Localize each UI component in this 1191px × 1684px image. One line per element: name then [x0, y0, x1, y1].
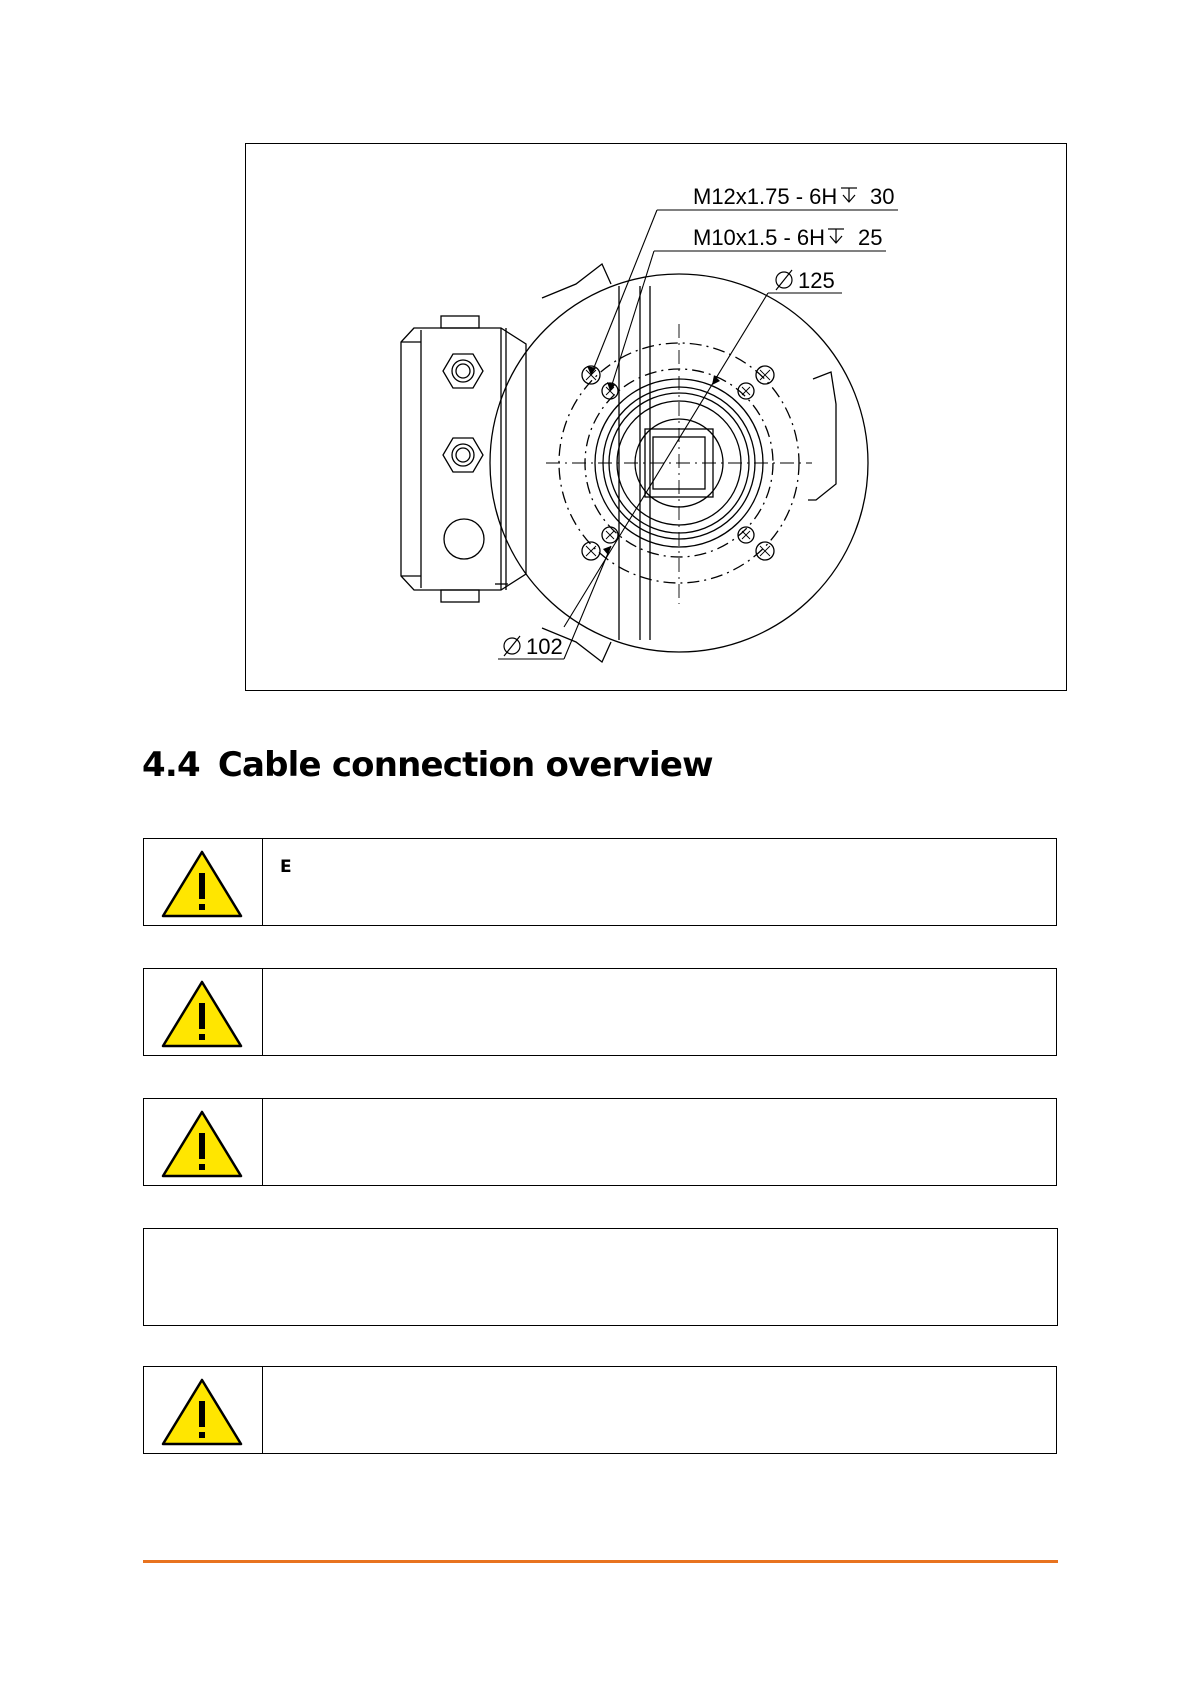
technical-drawing — [245, 143, 1067, 691]
warning-icon — [160, 1377, 244, 1447]
footer-rule — [143, 1560, 1058, 1563]
depth-symbol-icon — [841, 188, 857, 202]
thread-callout-m10: M10x1.5 - 6H — [693, 225, 826, 250]
mounting-flange-drawing — [246, 144, 1068, 692]
info-box — [143, 1228, 1058, 1326]
diameter-102-label: 102 — [526, 634, 563, 659]
dimension-leaders — [498, 210, 898, 659]
warning-icon — [160, 979, 244, 1049]
flange-rings — [546, 324, 812, 604]
warning-icon-cell — [144, 1099, 263, 1185]
section-number: 4.4 — [142, 745, 200, 785]
section-title: Cable connection overview — [217, 745, 713, 785]
diameter-symbol-icon — [776, 270, 792, 290]
warning-icon-cell — [144, 839, 263, 925]
thread-depth-30: 30 — [870, 184, 895, 209]
diameter-symbol-icon — [504, 636, 520, 656]
depth-symbol-icon — [828, 229, 844, 243]
warning-notice-1 — [143, 838, 1057, 926]
thread-depth-25: 25 — [858, 225, 883, 250]
diameter-125-label: 125 — [798, 268, 835, 293]
warning-icon — [160, 1109, 244, 1179]
section-heading — [142, 745, 713, 785]
warning-notice-3 — [143, 1098, 1057, 1186]
warning-notice-2 — [143, 968, 1057, 1056]
terminal-box — [401, 316, 526, 602]
notice-text: E — [280, 857, 292, 877]
warning-icon-cell — [144, 969, 263, 1055]
warning-notice-5 — [143, 1366, 1057, 1454]
warning-icon-cell — [144, 1367, 263, 1453]
thread-callout-m12: M12x1.75 - 6H — [693, 184, 838, 209]
warning-icon — [160, 849, 244, 919]
